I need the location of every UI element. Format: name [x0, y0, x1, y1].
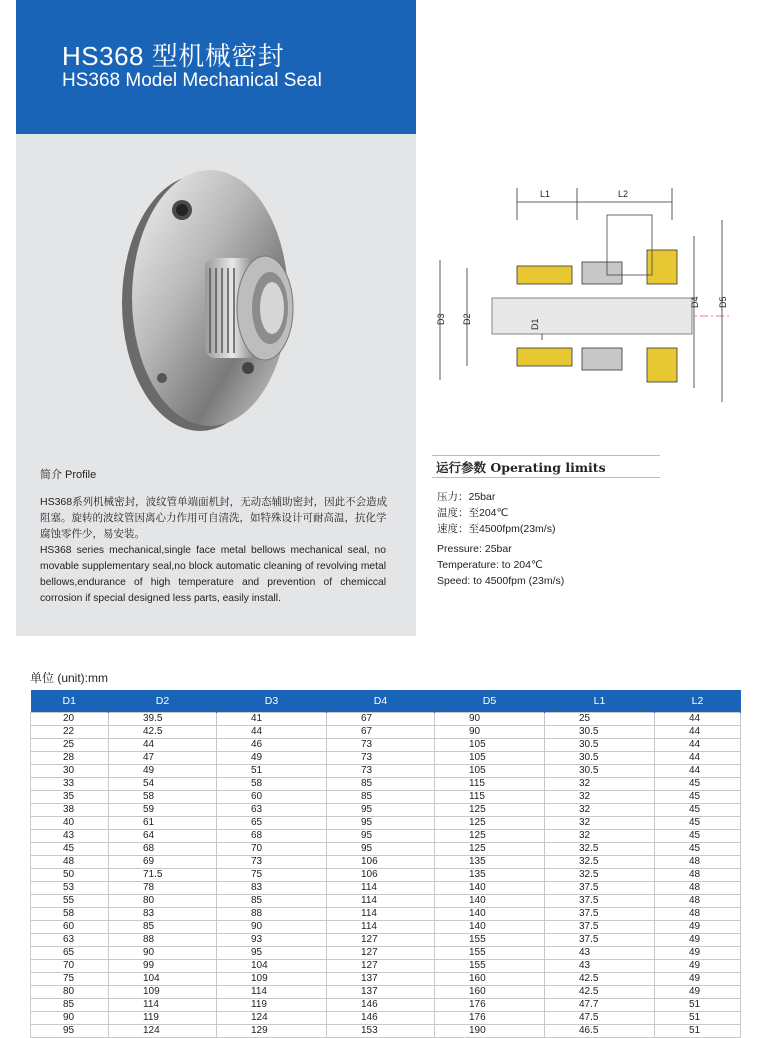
table-cell: 90: [109, 947, 217, 960]
column-header: L2: [655, 690, 741, 713]
table-row: [31, 752, 741, 765]
table-cell: 47: [109, 752, 217, 765]
table-cell: 37.5: [545, 934, 655, 947]
dimension-table: [30, 690, 741, 1038]
table-cell: 44: [655, 765, 741, 778]
table-cell: 37.5: [545, 908, 655, 921]
table-cell: 95: [217, 947, 327, 960]
table-cell: 83: [217, 882, 327, 895]
table-row: [31, 882, 741, 895]
title-en: HS368 Model Mechanical Seal: [62, 70, 322, 91]
table-row: [31, 986, 741, 999]
table-row: [31, 713, 741, 726]
table-cell: 48: [655, 895, 741, 908]
table-cell: 80: [31, 986, 109, 999]
table-row: [31, 947, 741, 960]
table-cell: 78: [109, 882, 217, 895]
table-cell: 30.5: [545, 752, 655, 765]
table-cell: 140: [435, 921, 545, 934]
table-cell: 70: [31, 960, 109, 973]
table-cell: 95: [327, 804, 435, 817]
table-row: [31, 921, 741, 934]
table-cell: 32.5: [545, 856, 655, 869]
speed-cn: 速度：至4500fpm(23m/s): [437, 523, 556, 535]
table-row: [31, 908, 741, 921]
table-cell: 125: [435, 804, 545, 817]
table-cell: 105: [435, 739, 545, 752]
table-cell: 32: [545, 778, 655, 791]
pressure-cn: 压力：25bar: [437, 491, 496, 503]
table-cell: 176: [435, 1012, 545, 1025]
table-cell: 48: [655, 856, 741, 869]
column-header: D3: [217, 690, 327, 713]
column-header: D5: [435, 690, 545, 713]
table-cell: 105: [435, 765, 545, 778]
profile-title: 简介 Profile: [40, 469, 97, 481]
table-cell: 60: [31, 921, 109, 934]
table-cell: 49: [655, 947, 741, 960]
table-cell: 44: [655, 713, 741, 726]
table-cell: 109: [109, 986, 217, 999]
table-cell: 135: [435, 869, 545, 882]
table-row: [31, 778, 741, 791]
table-cell: 73: [327, 765, 435, 778]
temperature-en: Temperature: to 204℃: [437, 559, 543, 571]
table-cell: 59: [109, 804, 217, 817]
table-row: [31, 934, 741, 947]
table-cell: 44: [217, 726, 327, 739]
table-cell: 114: [327, 908, 435, 921]
divider: [432, 477, 660, 478]
table-cell: 49: [109, 765, 217, 778]
table-cell: 60: [217, 791, 327, 804]
table-cell: 140: [435, 908, 545, 921]
table-cell: 99: [109, 960, 217, 973]
profile-text-cn: HS368系列机械密封，波纹管单端面机封，无动态辅助密封，因此不会造成阻塞。旋转的波纹管因离心力作用可自清洗，如特殊设计可耐高温，抗化学腐蚀零件少，易安装。: [40, 496, 388, 540]
table-cell: 42.5: [109, 726, 217, 739]
table-cell: 30: [31, 765, 109, 778]
table-cell: 153: [327, 1025, 435, 1038]
table-row: [31, 973, 741, 986]
table-cell: 22: [31, 726, 109, 739]
table-cell: 58: [217, 778, 327, 791]
table-cell: 67: [327, 726, 435, 739]
table-cell: 124: [217, 1012, 327, 1025]
table-cell: 44: [655, 752, 741, 765]
temperature-cn: 温度：至204℃: [437, 507, 509, 519]
table-cell: 49: [655, 934, 741, 947]
table-cell: 125: [435, 817, 545, 830]
table-cell: 51: [655, 1012, 741, 1025]
table-cell: 51: [655, 999, 741, 1012]
table-cell: 48: [655, 908, 741, 921]
table-row: [31, 817, 741, 830]
table-cell: 190: [435, 1025, 545, 1038]
table-cell: 61: [109, 817, 217, 830]
label-d4: D4: [690, 296, 700, 308]
table-cell: 63: [217, 804, 327, 817]
table-cell: 49: [217, 752, 327, 765]
table-cell: 71.5: [109, 869, 217, 882]
table-cell: 48: [655, 869, 741, 882]
table-cell: 49: [655, 973, 741, 986]
table-cell: 75: [217, 869, 327, 882]
title-cn: HS368 型机械密封: [62, 41, 285, 71]
table-cell: 106: [327, 869, 435, 882]
column-header: D1: [31, 690, 109, 713]
table-cell: 43: [545, 947, 655, 960]
table-cell: 75: [31, 973, 109, 986]
table-cell: 85: [31, 999, 109, 1012]
table-cell: 46.5: [545, 1025, 655, 1038]
table-row: [31, 726, 741, 739]
label-d1: D1: [530, 318, 540, 330]
table-cell: 68: [109, 843, 217, 856]
table-cell: 135: [435, 856, 545, 869]
table-cell: 65: [217, 817, 327, 830]
table-header-row: [31, 690, 741, 713]
table-cell: 80: [109, 895, 217, 908]
table-cell: 146: [327, 999, 435, 1012]
table-cell: 83: [109, 908, 217, 921]
table-cell: 48: [31, 856, 109, 869]
table-cell: 70: [217, 843, 327, 856]
table-cell: 73: [327, 752, 435, 765]
table-cell: 45: [655, 817, 741, 830]
table-cell: 137: [327, 986, 435, 999]
table-cell: 39.5: [109, 713, 217, 726]
table-cell: 88: [109, 934, 217, 947]
table-cell: 127: [327, 947, 435, 960]
table-cell: 63: [31, 934, 109, 947]
table-cell: 45: [655, 843, 741, 856]
table-cell: 45: [655, 778, 741, 791]
product-photo: [100, 158, 310, 448]
table-cell: 47.5: [545, 1012, 655, 1025]
label-d3: D3: [436, 313, 446, 325]
table-cell: 114: [327, 882, 435, 895]
table-cell: 95: [31, 1025, 109, 1038]
table-cell: 44: [109, 739, 217, 752]
table-cell: 160: [435, 973, 545, 986]
table-row: [31, 765, 741, 778]
table-cell: 53: [31, 882, 109, 895]
operating-limits-title: 运行参数 Operating limits: [436, 460, 606, 475]
table-cell: 25: [31, 739, 109, 752]
table-cell: 124: [109, 1025, 217, 1038]
table-row: [31, 830, 741, 843]
table-cell: 125: [435, 843, 545, 856]
table-cell: 38: [31, 804, 109, 817]
profile-text-en: HS368 series mechanical,single face metal bellows mechanical seal, no movable supplementary seal,no block automatic cleaning of revolving metal bellows,endurance of high temperature and prevention of chemiccal corrosion if special designed less parts, easily install.: [40, 545, 386, 604]
table-row: [31, 1025, 741, 1038]
table-row: [31, 895, 741, 908]
operating-limits-list: [437, 489, 564, 589]
table-cell: 64: [109, 830, 217, 843]
table-cell: 30.5: [545, 726, 655, 739]
table-row: [31, 739, 741, 752]
label-d2: D2: [462, 313, 472, 325]
table-cell: 43: [545, 960, 655, 973]
table-cell: 114: [327, 895, 435, 908]
table-cell: 106: [327, 856, 435, 869]
table-cell: 46: [217, 739, 327, 752]
table-cell: 137: [327, 973, 435, 986]
table-cell: 105: [435, 752, 545, 765]
table-cell: 85: [109, 921, 217, 934]
table-cell: 104: [109, 973, 217, 986]
table-cell: 30.5: [545, 739, 655, 752]
table-row: [31, 843, 741, 856]
table-cell: 95: [327, 830, 435, 843]
table-cell: 176: [435, 999, 545, 1012]
table-cell: 114: [327, 921, 435, 934]
table-cell: 73: [327, 739, 435, 752]
table-row: [31, 869, 741, 882]
table-cell: 30.5: [545, 765, 655, 778]
table-cell: 93: [217, 934, 327, 947]
table-cell: 43: [31, 830, 109, 843]
title-banner: [16, 0, 416, 134]
table-cell: 119: [217, 999, 327, 1012]
table-cell: 69: [109, 856, 217, 869]
table-cell: 37.5: [545, 921, 655, 934]
table-cell: 85: [217, 895, 327, 908]
table-cell: 95: [327, 843, 435, 856]
table-cell: 95: [327, 817, 435, 830]
table-cell: 37.5: [545, 882, 655, 895]
table-cell: 44: [655, 726, 741, 739]
table-cell: 65: [31, 947, 109, 960]
table-row: [31, 960, 741, 973]
table-row: [31, 856, 741, 869]
table-cell: 32.5: [545, 843, 655, 856]
table-cell: 67: [327, 713, 435, 726]
table-cell: 44: [655, 739, 741, 752]
table-cell: 114: [109, 999, 217, 1012]
label-l1: L1: [540, 189, 551, 199]
cross-section-drawing: [432, 180, 742, 410]
pressure-en: Pressure: 25bar: [437, 543, 512, 555]
table-cell: 41: [217, 713, 327, 726]
table-cell: 127: [327, 960, 435, 973]
label-d5: D5: [718, 296, 728, 308]
table-cell: 140: [435, 882, 545, 895]
table-cell: 88: [217, 908, 327, 921]
table-cell: 20: [31, 713, 109, 726]
table-cell: 90: [435, 713, 545, 726]
column-header: L1: [545, 690, 655, 713]
table-cell: 48: [655, 882, 741, 895]
table-cell: 155: [435, 960, 545, 973]
column-header: D4: [327, 690, 435, 713]
table-cell: 115: [435, 778, 545, 791]
table-cell: 58: [31, 908, 109, 921]
table-cell: 45: [655, 791, 741, 804]
table-cell: 47.7: [545, 999, 655, 1012]
table-cell: 109: [217, 973, 327, 986]
table-cell: 42.5: [545, 986, 655, 999]
table-cell: 119: [109, 1012, 217, 1025]
table-cell: 49: [655, 921, 741, 934]
table-cell: 58: [109, 791, 217, 804]
table-cell: 45: [31, 843, 109, 856]
table-cell: 115: [435, 791, 545, 804]
table-cell: 140: [435, 895, 545, 908]
table-cell: 51: [217, 765, 327, 778]
table-cell: 25: [545, 713, 655, 726]
table-cell: 68: [217, 830, 327, 843]
table-cell: 160: [435, 986, 545, 999]
table-cell: 33: [31, 778, 109, 791]
speed-en: Speed: to 4500fpm (23m/s): [437, 575, 565, 587]
table-cell: 146: [327, 1012, 435, 1025]
table-cell: 90: [435, 726, 545, 739]
table-cell: 37.5: [545, 895, 655, 908]
table-cell: 85: [327, 791, 435, 804]
table-cell: 49: [655, 986, 741, 999]
table-cell: 73: [217, 856, 327, 869]
table-cell: 32.5: [545, 869, 655, 882]
table-cell: 45: [655, 830, 741, 843]
table-cell: 155: [435, 934, 545, 947]
table-cell: 155: [435, 947, 545, 960]
table-cell: 35: [31, 791, 109, 804]
table-cell: 90: [31, 1012, 109, 1025]
table-cell: 90: [217, 921, 327, 934]
table-cell: 125: [435, 830, 545, 843]
label-l2: L2: [618, 189, 629, 199]
table-cell: 50: [31, 869, 109, 882]
table-cell: 45: [655, 804, 741, 817]
table-row: [31, 804, 741, 817]
table-cell: 28: [31, 752, 109, 765]
table-cell: 114: [217, 986, 327, 999]
table-cell: 85: [327, 778, 435, 791]
table-cell: 32: [545, 804, 655, 817]
table-cell: 32: [545, 817, 655, 830]
column-header: D2: [109, 690, 217, 713]
table-cell: 104: [217, 960, 327, 973]
table-cell: 55: [31, 895, 109, 908]
table-row: [31, 999, 741, 1012]
table-cell: 54: [109, 778, 217, 791]
table-cell: 40: [31, 817, 109, 830]
table-cell: 49: [655, 960, 741, 973]
table-cell: 32: [545, 830, 655, 843]
table-cell: 42.5: [545, 973, 655, 986]
table-cell: 129: [217, 1025, 327, 1038]
table-cell: 127: [327, 934, 435, 947]
divider: [432, 455, 660, 456]
table-cell: 32: [545, 791, 655, 804]
unit-label: 单位 (unit):mm: [30, 671, 109, 685]
table-row: [31, 791, 741, 804]
table-cell: 51: [655, 1025, 741, 1038]
table-row: [31, 1012, 741, 1025]
